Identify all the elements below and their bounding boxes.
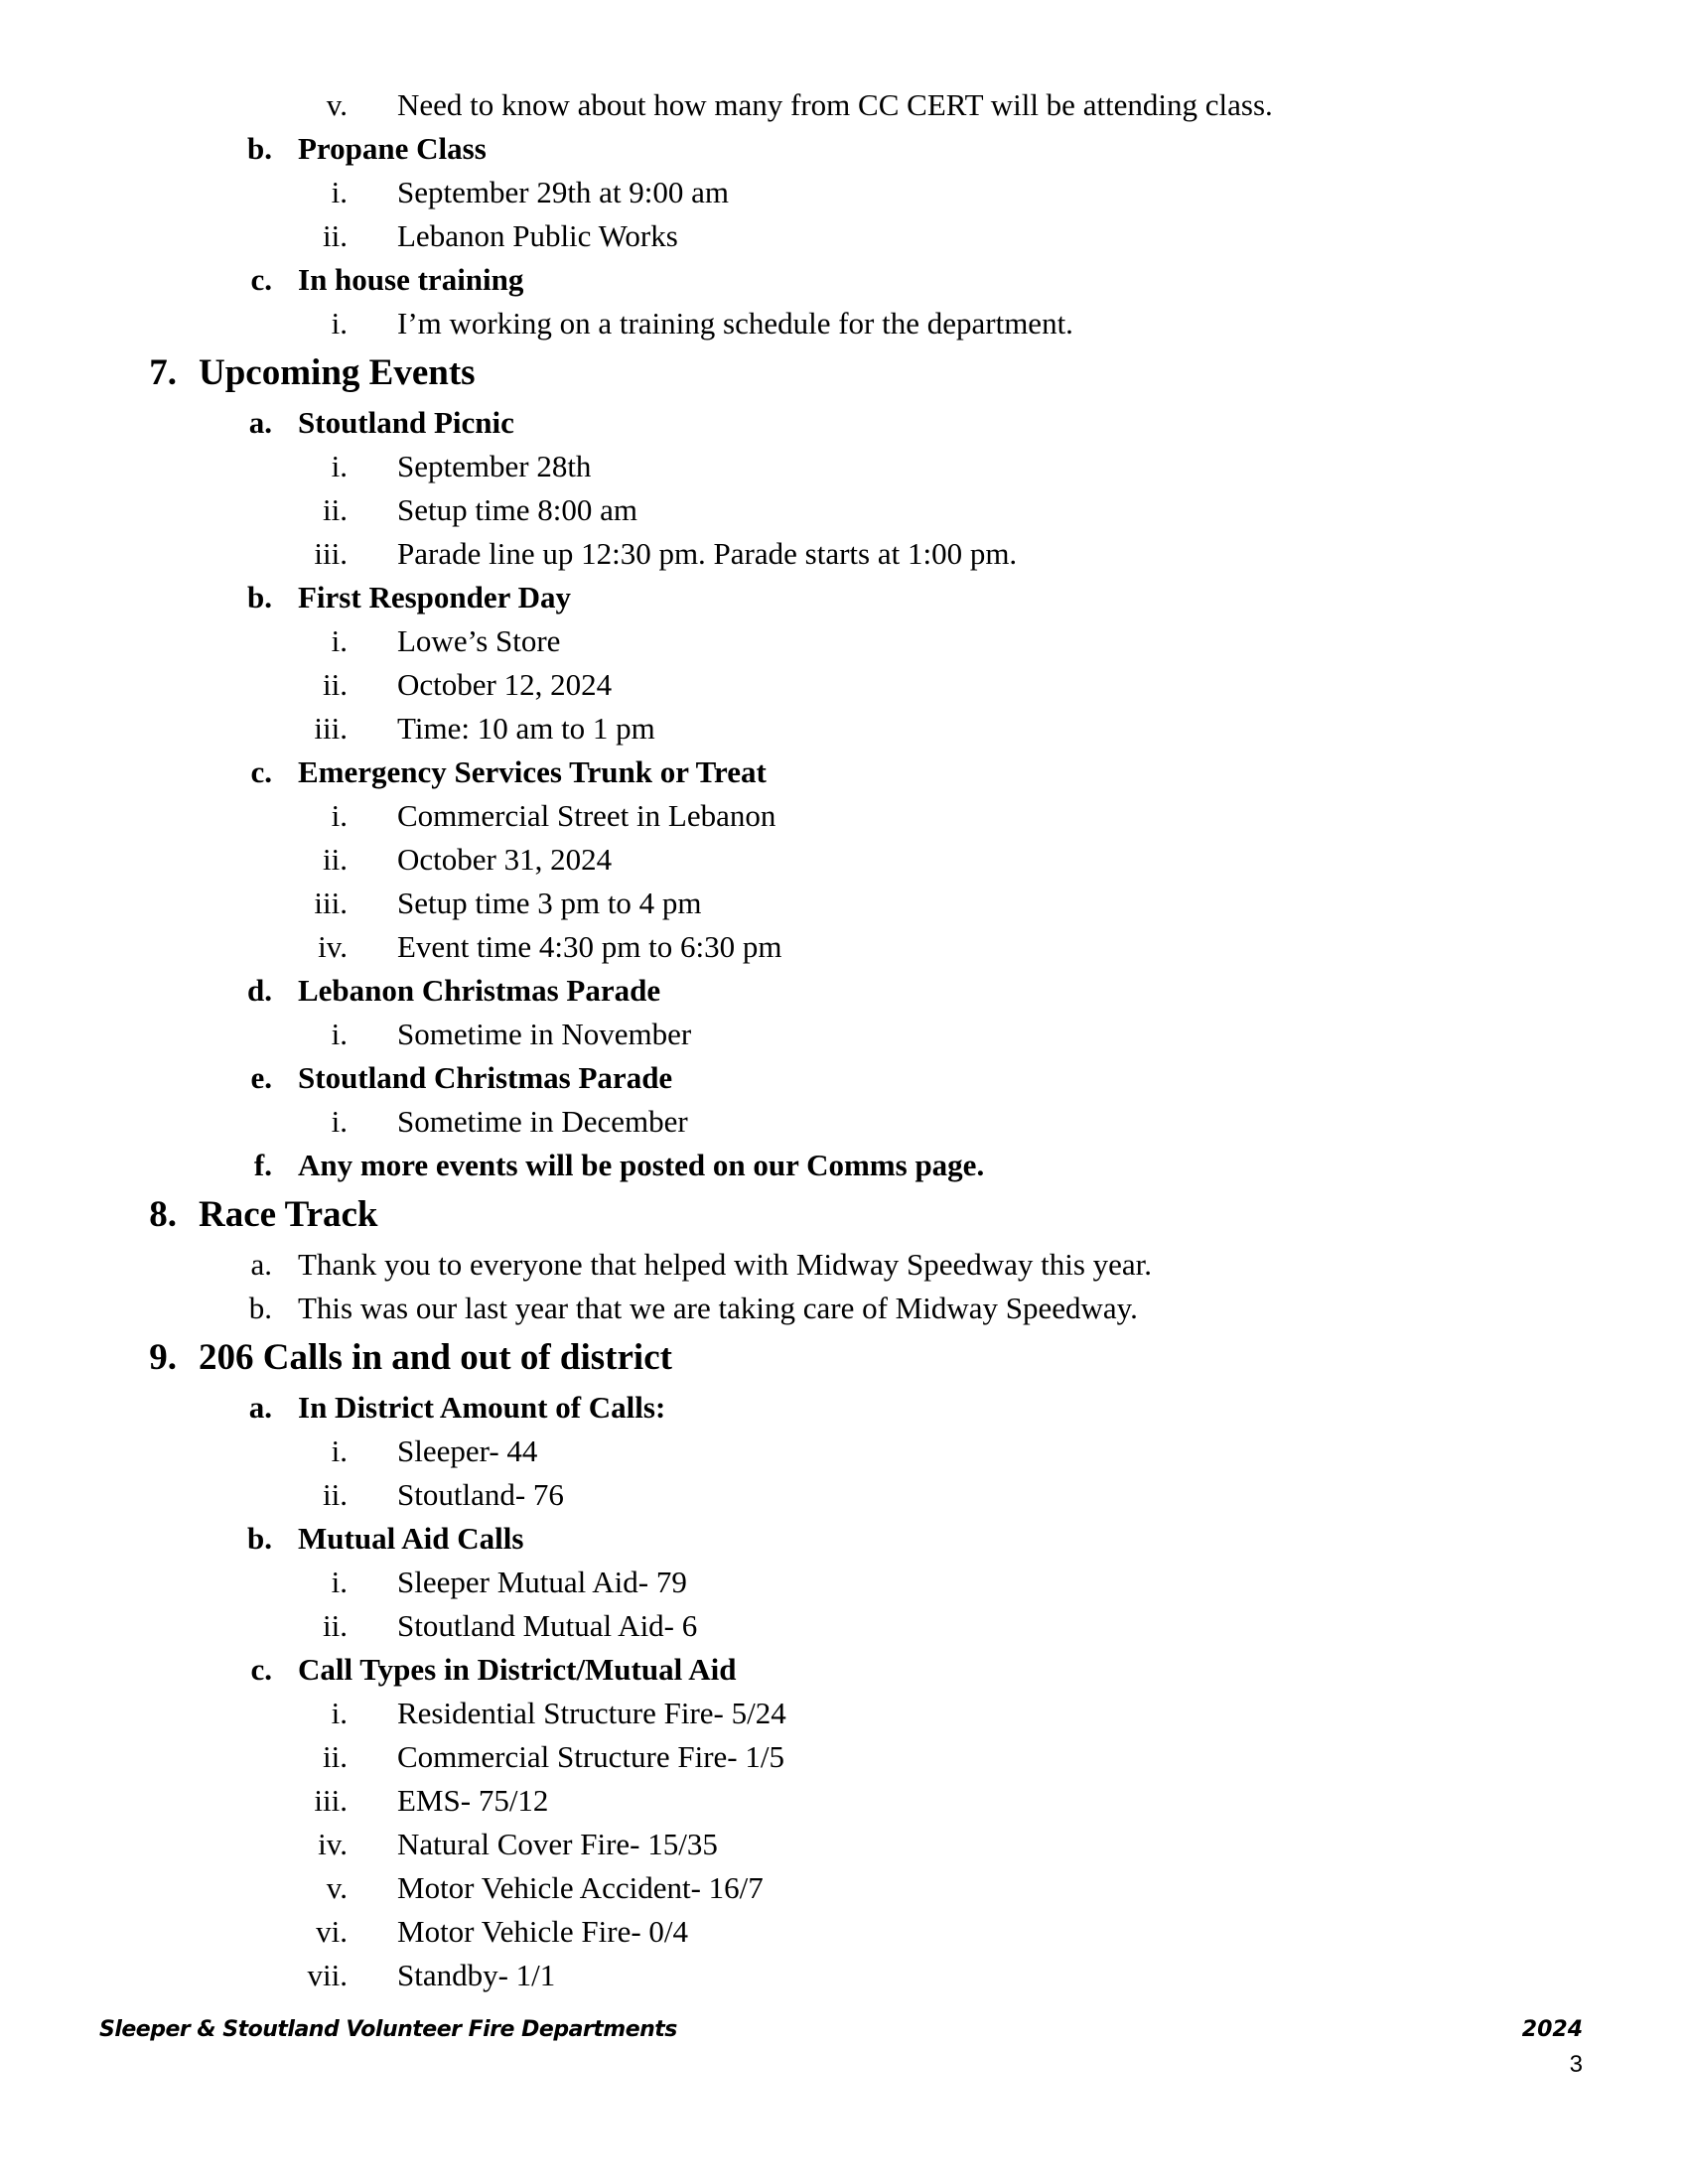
list-item: i. September 28th [331,449,592,483]
subsection-heading: a. Stoutland Picnic [248,405,514,440]
subsection-heading: b. Propane Class [247,131,487,166]
footer-year: 2024 [1521,2017,1583,2042]
list-item: i. Sometime in November [331,1017,692,1051]
document-body [0,83,1688,1997]
section-heading-race-track: 8. Race Track [149,1194,378,1235]
section-heading-upcoming-events: 7. Upcoming Events [149,352,476,393]
list-item: a. Thank you to everyone that helped with Midway Speedway this year. [250,1247,1153,1282]
list-item: v. Need to know about how many from CC CERT will be attending class. [326,87,1273,122]
list-item: ii. Commercial Structure Fire- 1/5 [323,1739,784,1774]
subsection-heading: e. Stoutland Christmas Parade [250,1060,673,1095]
list-item: i. September 29th at 9:00 am [331,175,730,209]
footer-organization: Sleeper & Stoutland Volunteer Fire Departments [99,2017,677,2042]
list-item: i. Sometime in December [331,1104,688,1139]
list-item: ii. October 31, 2024 [323,842,613,877]
list-item: ii. Stoutland- 76 [323,1477,564,1512]
list-item: iv. Event time 4:30 pm to 6:30 pm [318,929,782,964]
list-item: vi. Motor Vehicle Fire- 0/4 [316,1914,689,1949]
subsection-heading: a. In District Amount of Calls: [248,1390,666,1425]
list-item: iii. Parade line up 12:30 pm. Parade starts at 1:00 pm. [314,536,1018,571]
list-item: ii. Stoutland Mutual Aid- 6 [323,1608,698,1643]
list-item: iii. Time: 10 am to 1 pm [314,711,655,746]
list-item: v. Motor Vehicle Accident- 16/7 [326,1870,764,1905]
subsection-heading: d. Lebanon Christmas Parade [247,973,661,1008]
list-item: i. Residential Structure Fire- 5/24 [331,1696,786,1730]
list-item: iii. Setup time 3 pm to 4 pm [314,886,702,920]
list-item: ii. October 12, 2024 [323,667,613,702]
list-item: ii. Lebanon Public Works [323,218,678,253]
subsection-heading: c. In house training [250,262,524,297]
list-item: i. Sleeper Mutual Aid- 79 [331,1565,687,1599]
subsection-heading: b. First Responder Day [247,580,571,614]
list-item: i. Commercial Street in Lebanon [331,798,776,833]
subsection-heading: b. Mutual Aid Calls [247,1521,524,1556]
list-item: i. Lowe’s Store [331,623,561,658]
list-item: ii. Setup time 8:00 am [323,492,637,527]
list-item: i. Sleeper- 44 [331,1433,538,1468]
list-item: iv. Natural Cover Fire- 15/35 [318,1827,718,1861]
page-number: 3 [1569,2051,1583,2078]
list-item: iii. EMS- 75/12 [314,1783,549,1818]
subsection-heading: c. Call Types in District/Mutual Aid [250,1652,737,1687]
list-item: vii. Standby- 1/1 [307,1958,556,1992]
subsection-heading: f. Any more events will be posted on our Comms page. [253,1148,985,1182]
list-item: b. This was our last year that we are taking care of Midway Speedway. [248,1291,1138,1325]
subsection-heading: c. Emergency Services Trunk or Treat [250,754,767,789]
list-item: i. I’m working on a training schedule for the department. [331,306,1073,341]
section-heading-calls: 9. 206 Calls in and out of district [149,1337,672,1378]
